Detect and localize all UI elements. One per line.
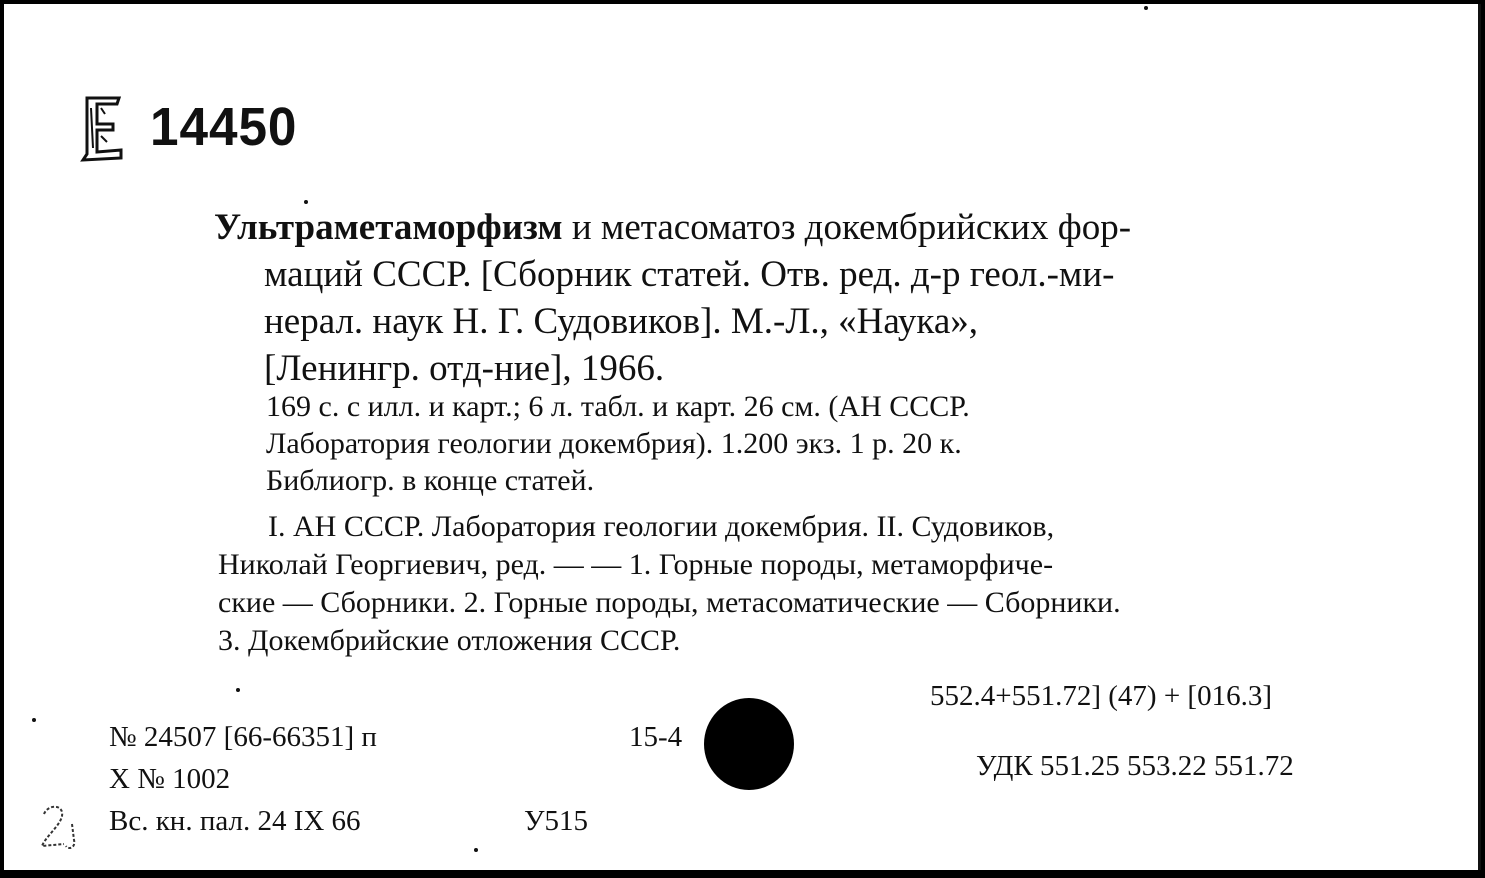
- entry-title-line-1: и метасоматоз докембрийских фор-: [571, 207, 1132, 248]
- speck: [474, 848, 478, 852]
- subject-line-3: ские — Сборники. 2. Горные породы, метасоматические — Сборники.: [218, 586, 1121, 619]
- speck: [236, 688, 240, 692]
- chamber-code: У515: [524, 805, 589, 837]
- collation-line-2: Лаборатория геологии докембрия). 1.200 экз. 1 р. 20 к.: [266, 427, 962, 460]
- collation: [266, 388, 1386, 499]
- collation-line-1: 169 с. с илл. и карт.; 6 л. табл. и карт. 26 см. (АН СССР.: [266, 390, 970, 423]
- subject-line-1: I. АН СССР. Лаборатория геологии докембрия. II. Судовиков,: [268, 510, 1055, 543]
- library-catalog-card: [4, 4, 1481, 870]
- bibliographic-entry: [214, 204, 1386, 392]
- speck: [1144, 6, 1148, 10]
- subject-line-2: Николай Георгиевич, ред. — — 1. Горные породы, метаморфиче-: [218, 548, 1054, 581]
- speck: [304, 200, 308, 204]
- record-number: № 24507 [66-66351] п: [109, 721, 377, 753]
- handwritten-mark-icon: [38, 800, 88, 852]
- chamber-stamp: Вс. кн. пал. 24 IX 66: [109, 805, 361, 837]
- entry-title-line-2: маций СССР. [Сборник статей. Отв. ред. д-р геол.-ми-: [264, 254, 1115, 295]
- entry-title-line-4: [Ленингр. отд-ние], 1966.: [264, 348, 665, 389]
- record-info: [109, 716, 683, 842]
- classification-bbk: 552.4+551.72] (47) + [016.3]: [930, 680, 1272, 712]
- record-code: 15-4: [629, 721, 683, 753]
- subject-headings: [218, 508, 1386, 660]
- classification-udk: УДК 551.25 553.22 551.72: [976, 750, 1294, 782]
- subject-line-4: 3. Докембрийские отложения СССР.: [218, 624, 681, 657]
- collation-line-3: Библиогр. в конце статей.: [266, 464, 595, 497]
- entry-title-line-3: нерал. наук Н. Г. Судовиков]. М.-Л., «Наука»,: [264, 301, 979, 342]
- stamped-letter-e-icon: [77, 92, 127, 164]
- punched-hole: [704, 698, 794, 790]
- speck: [32, 718, 36, 722]
- entry-title-bold: Ультраметаморфизм: [214, 207, 563, 248]
- catalog-number: 14450: [150, 97, 298, 157]
- x-number: Х № 1002: [109, 763, 231, 795]
